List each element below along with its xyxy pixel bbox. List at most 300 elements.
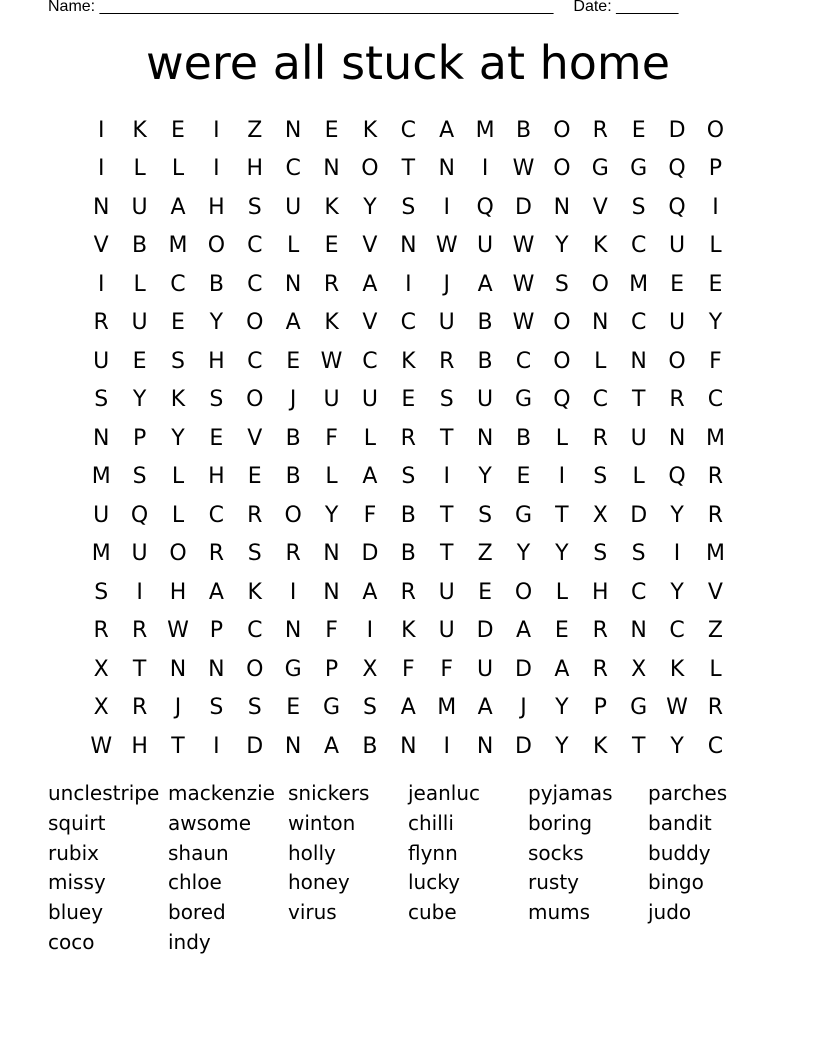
- word-list-item: shaun: [168, 840, 229, 865]
- grid-letter: O: [246, 656, 264, 682]
- grid-letter: I: [97, 117, 105, 143]
- grid-letter: H: [246, 156, 264, 182]
- grid-letter: U: [477, 233, 494, 259]
- grid-letter: H: [208, 348, 225, 374]
- grid-letter: R: [669, 387, 685, 413]
- grid-letter: E: [554, 618, 569, 644]
- grid-letter: C: [630, 310, 647, 336]
- grid-letter: S: [362, 695, 377, 721]
- grid-letter: J: [289, 387, 297, 413]
- grid-letter: E: [247, 464, 262, 490]
- word-list-item: cube: [408, 900, 457, 925]
- grid-letter: O: [706, 117, 725, 143]
- grid-letter: N: [438, 156, 455, 182]
- grid-letter: P: [324, 656, 339, 682]
- grid-letter: U: [131, 310, 148, 336]
- grid-letter: N: [323, 156, 340, 182]
- grid-letter: W: [512, 310, 535, 336]
- grid-letter: C: [707, 387, 724, 413]
- grid-letter: K: [324, 194, 339, 220]
- grid-letter: C: [400, 310, 416, 336]
- grid-letter: U: [131, 194, 148, 220]
- grid-letter: O: [553, 348, 571, 374]
- grid-letter: I: [405, 271, 412, 297]
- grid-letter: O: [284, 502, 302, 528]
- grid-letter: L: [632, 464, 645, 490]
- grid-letter: S: [247, 695, 262, 721]
- grid-letter: G: [323, 695, 341, 721]
- word-list-item: awsome: [168, 810, 252, 835]
- grid-letter: C: [285, 156, 301, 182]
- grid-letter: Y: [555, 695, 569, 721]
- grid-letter: E: [132, 348, 147, 374]
- grid-letter: N: [323, 579, 340, 605]
- grid-letter: T: [439, 425, 454, 451]
- grid-letter: D: [630, 502, 648, 528]
- grid-letter: N: [553, 194, 571, 220]
- grid-letter: E: [670, 271, 684, 297]
- grid-letter: Q: [668, 156, 686, 182]
- grid-letter: K: [324, 310, 339, 336]
- grid-letter: D: [515, 194, 532, 220]
- word-list-item: bluey: [48, 900, 104, 925]
- grid-letter: E: [401, 387, 416, 413]
- grid-letter: R: [131, 695, 148, 721]
- grid-letter: V: [707, 579, 723, 605]
- grid-letter: O: [553, 156, 571, 182]
- word-list-item: pyjamas: [528, 781, 613, 805]
- grid-letter: U: [438, 310, 455, 336]
- grid-letter: K: [593, 733, 608, 759]
- grid-letter: A: [362, 464, 378, 490]
- word-list-item: winton: [288, 810, 356, 835]
- grid-letter: T: [631, 733, 646, 759]
- grid-letter: K: [170, 387, 186, 413]
- grid-letter: W: [90, 733, 113, 759]
- grid-letter: F: [363, 502, 377, 528]
- grid-letter: W: [167, 618, 189, 644]
- grid-letter: D: [476, 618, 494, 644]
- grid-letter: F: [325, 618, 338, 644]
- grid-letter: L: [709, 656, 722, 682]
- grid-letter: A: [439, 117, 455, 143]
- grid-letter: E: [708, 271, 723, 297]
- word-list-item: bingo: [648, 870, 704, 895]
- grid-letter: W: [512, 156, 535, 182]
- grid-letter: S: [554, 271, 569, 297]
- grid-letter: A: [554, 656, 570, 682]
- grid-letter: Y: [324, 502, 339, 528]
- grid-letter: V: [247, 425, 263, 451]
- grid-letter: C: [515, 348, 532, 374]
- grid-letter: N: [284, 733, 302, 759]
- word-list-item: unclestripe: [48, 781, 160, 805]
- grid-letter: L: [555, 579, 569, 605]
- grid-letter: D: [246, 733, 264, 759]
- grid-letter: Z: [477, 541, 493, 567]
- grid-letter: O: [169, 541, 187, 567]
- grid-letter: B: [515, 425, 532, 451]
- grid-letter: N: [284, 271, 302, 297]
- name-field-label: Name: ___________________________________________________: [48, 0, 554, 15]
- grid-letter: J: [174, 695, 182, 721]
- word-list-item: squirt: [48, 810, 106, 835]
- grid-letter: C: [247, 618, 263, 644]
- word-list-item: snickers: [288, 781, 370, 805]
- grid-letter: A: [477, 695, 493, 721]
- grid-letter: T: [439, 502, 454, 528]
- grid-letter: B: [477, 348, 493, 374]
- word-list-item: buddy: [648, 840, 711, 865]
- grid-letter: Y: [171, 425, 185, 451]
- grid-letter: V: [93, 233, 109, 259]
- grid-letter: K: [401, 348, 416, 374]
- grid-letter: C: [247, 233, 263, 259]
- grid-letter: E: [171, 310, 185, 336]
- grid-letter: I: [136, 579, 143, 605]
- worksheet-header: [48, 0, 678, 16]
- grid-letter: A: [400, 695, 416, 721]
- grid-letter: F: [325, 425, 338, 451]
- grid-letter: V: [362, 233, 378, 259]
- grid-letter: U: [93, 502, 110, 528]
- grid-letter: I: [443, 464, 450, 490]
- grid-letter: W: [512, 233, 535, 259]
- grid-letter: E: [171, 117, 185, 143]
- grid-letter: C: [630, 233, 647, 259]
- grid-letter: R: [707, 464, 724, 490]
- grid-letter: I: [366, 618, 374, 644]
- grid-letter: X: [592, 502, 608, 528]
- grid-letter: B: [400, 502, 416, 528]
- grid-letter: S: [631, 541, 646, 567]
- grid-letter: C: [707, 733, 724, 759]
- grid-letter: X: [362, 656, 378, 682]
- grid-letter: A: [285, 310, 301, 336]
- grid-letter: C: [592, 387, 608, 413]
- grid-letter: H: [131, 733, 148, 759]
- grid-letter: C: [669, 618, 685, 644]
- grid-letter: W: [666, 695, 688, 721]
- grid-letter: O: [246, 310, 264, 336]
- grid-letter: A: [515, 618, 532, 644]
- word-list-item: socks: [528, 840, 584, 865]
- grid-letter: P: [132, 425, 147, 451]
- grid-letter: N: [169, 656, 187, 682]
- grid-letter: C: [247, 271, 263, 297]
- grid-letter: Q: [553, 387, 571, 413]
- grid-letter: N: [92, 194, 110, 220]
- grid-letter: E: [516, 464, 531, 490]
- word-list-item: mackenzie: [168, 781, 275, 805]
- grid-letter: K: [132, 117, 147, 143]
- grid-letter: Y: [132, 387, 147, 413]
- grid-letter: B: [208, 271, 224, 297]
- grid-letter: R: [208, 541, 225, 567]
- grid-letter: U: [438, 579, 455, 605]
- grid-letter: D: [515, 656, 532, 682]
- grid-letter: P: [593, 695, 607, 721]
- grid-letter: N: [668, 425, 686, 451]
- grid-letter: G: [591, 156, 609, 182]
- grid-letter: J: [443, 271, 450, 297]
- grid-letter: B: [132, 233, 148, 259]
- grid-letter: I: [213, 733, 220, 759]
- grid-letter: Y: [363, 194, 377, 220]
- grid-letter: L: [171, 464, 185, 490]
- grid-letter: F: [440, 656, 454, 682]
- grid-letter: Y: [555, 233, 569, 259]
- grid-letter: E: [324, 117, 339, 143]
- grid-letter: C: [170, 271, 186, 297]
- grid-letter: I: [481, 156, 489, 182]
- grid-letter: N: [284, 618, 302, 644]
- grid-letter: F: [401, 656, 415, 682]
- grid-letter: R: [400, 579, 416, 605]
- grid-letter: R: [592, 425, 608, 451]
- grid-letter: Y: [670, 502, 684, 528]
- grid-letter: W: [435, 233, 458, 259]
- grid-letter: S: [247, 194, 262, 220]
- grid-letter: R: [131, 618, 148, 644]
- grid-letter: F: [709, 348, 722, 374]
- grid-letter: Y: [209, 310, 224, 336]
- grid-letter: O: [361, 156, 379, 182]
- grid-letter: L: [363, 425, 377, 451]
- word-list-item: missy: [48, 870, 106, 895]
- grid-letter: R: [707, 695, 724, 721]
- grid-letter: Y: [555, 541, 569, 567]
- grid-letter: M: [91, 464, 111, 490]
- grid-letter: A: [362, 579, 378, 605]
- word-list-item: rusty: [528, 870, 579, 895]
- grid-letter: I: [289, 579, 297, 605]
- grid-letter: M: [629, 271, 649, 297]
- grid-letter: X: [93, 656, 109, 682]
- grid-letter: T: [171, 733, 185, 759]
- grid-letter: L: [325, 464, 338, 490]
- grid-letter: R: [323, 271, 340, 297]
- word-list-item: jeanluc: [408, 781, 481, 805]
- date-field-label: Date: _______: [573, 0, 679, 15]
- word-list-item: bored: [168, 900, 226, 925]
- grid-letter: S: [247, 541, 262, 567]
- grid-letter: A: [170, 194, 186, 220]
- grid-letter: S: [401, 194, 416, 220]
- grid-letter: T: [401, 156, 416, 182]
- grid-letter: Y: [478, 464, 492, 490]
- grid-letter: K: [247, 579, 262, 605]
- grid-letter: P: [209, 618, 223, 644]
- grid-letter: T: [631, 387, 646, 413]
- grid-letter: H: [208, 194, 225, 220]
- grid-letter: I: [97, 156, 105, 182]
- grid-letter: R: [247, 502, 263, 528]
- grid-letter: R: [93, 618, 109, 644]
- grid-letter: C: [247, 348, 263, 374]
- grid-letter: M: [168, 233, 188, 259]
- grid-letter: C: [208, 502, 225, 528]
- grid-letter: H: [592, 579, 609, 605]
- grid-letter: S: [439, 387, 454, 413]
- grid-letter: X: [631, 656, 647, 682]
- grid-letter: V: [592, 194, 608, 220]
- grid-letter: S: [478, 502, 493, 528]
- grid-letter: D: [668, 117, 686, 143]
- grid-letter: K: [669, 656, 685, 682]
- grid-letter: Y: [708, 310, 723, 336]
- grid-letter: T: [132, 656, 147, 682]
- grid-letter: O: [553, 117, 571, 143]
- grid-letter: G: [284, 656, 302, 682]
- grid-letter: H: [208, 464, 225, 490]
- grid-letter: T: [439, 541, 454, 567]
- grid-letter: E: [631, 117, 646, 143]
- grid-letter: E: [478, 579, 493, 605]
- grid-letter: U: [93, 348, 110, 374]
- grid-letter: R: [439, 348, 455, 374]
- grid-letter: E: [286, 695, 301, 721]
- grid-letter: Z: [247, 117, 263, 143]
- grid-letter: S: [209, 695, 224, 721]
- grid-letter: N: [92, 425, 110, 451]
- grid-letter: Q: [130, 502, 149, 528]
- grid-letter: W: [512, 271, 535, 297]
- grid-letter: H: [169, 579, 187, 605]
- grid-letter: I: [97, 271, 105, 297]
- grid-letter: E: [286, 348, 301, 374]
- word-list: [48, 779, 768, 958]
- grid-letter: I: [558, 464, 566, 490]
- grid-letter: Z: [707, 618, 723, 644]
- grid-letter: B: [285, 464, 301, 490]
- grid-letter: O: [207, 233, 226, 259]
- word-list-item: honey: [288, 870, 350, 895]
- grid-letter: R: [592, 618, 608, 644]
- grid-letter: N: [284, 117, 302, 143]
- word-list-item: coco: [48, 929, 95, 954]
- grid-letter: R: [707, 502, 724, 528]
- grid-letter: L: [287, 233, 300, 259]
- word-list-item: chilli: [408, 810, 454, 835]
- grid-letter: S: [132, 464, 147, 490]
- grid-letter: U: [438, 618, 455, 644]
- grid-letter: N: [400, 733, 417, 759]
- word-list-item: rubix: [48, 840, 99, 865]
- grid-letter: Y: [670, 733, 684, 759]
- grid-letter: N: [400, 233, 417, 259]
- grid-letter: E: [324, 233, 339, 259]
- grid-letter: U: [630, 425, 647, 451]
- grid-letter: C: [362, 348, 378, 374]
- grid-letter: U: [477, 656, 494, 682]
- grid-letter: S: [593, 541, 608, 567]
- grid-letter: R: [592, 117, 608, 143]
- grid-letter: M: [91, 541, 111, 567]
- grid-letter: D: [361, 541, 379, 567]
- grid-letter: M: [705, 425, 725, 451]
- grid-letter: A: [324, 733, 340, 759]
- grid-letter: W: [320, 348, 343, 374]
- grid-letter: S: [94, 387, 109, 413]
- grid-letter: B: [362, 733, 378, 759]
- grid-letter: S: [209, 387, 224, 413]
- grid-letter: C: [400, 117, 416, 143]
- grid-letter: U: [669, 310, 686, 336]
- grid-letter: E: [209, 425, 224, 451]
- grid-letter: B: [477, 310, 493, 336]
- grid-letter: N: [630, 618, 647, 644]
- grid-letter: L: [133, 156, 146, 182]
- grid-letter: R: [592, 656, 608, 682]
- word-list-item: lucky: [408, 870, 460, 895]
- grid-letter: O: [668, 348, 686, 374]
- grid-letter: G: [514, 502, 533, 528]
- grid-letter: I: [213, 156, 220, 182]
- word-list-item: indy: [168, 929, 211, 954]
- grid-letter: S: [631, 194, 646, 220]
- grid-letter: O: [514, 579, 533, 605]
- puzzle-title: were all stuck at home: [145, 36, 671, 90]
- grid-letter: Y: [670, 579, 684, 605]
- word-list-item: judo: [648, 900, 692, 925]
- grid-letter: I: [712, 194, 719, 220]
- grid-letter: R: [93, 310, 109, 336]
- grid-letter: N: [208, 656, 225, 682]
- word-list-item: holly: [288, 840, 336, 865]
- grid-letter: Q: [668, 464, 686, 490]
- grid-letter: C: [630, 579, 647, 605]
- grid-letter: I: [443, 194, 450, 220]
- grid-letter: L: [594, 348, 607, 374]
- grid-letter: Y: [516, 541, 531, 567]
- grid-letter: L: [171, 156, 185, 182]
- grid-letter: K: [362, 117, 378, 143]
- grid-letter: G: [514, 387, 533, 413]
- grid-letter: L: [709, 233, 722, 259]
- grid-letter: J: [520, 695, 527, 721]
- word-list-item: parches: [648, 781, 728, 805]
- grid-letter: M: [475, 117, 495, 143]
- grid-letter: N: [323, 541, 340, 567]
- word-list-item: mums: [528, 900, 591, 925]
- grid-letter: I: [673, 541, 681, 567]
- grid-letter: R: [285, 541, 301, 567]
- grid-letter: M: [437, 695, 457, 721]
- grid-letter: I: [213, 117, 220, 143]
- grid-letter: U: [285, 194, 302, 220]
- grid-letter: U: [669, 233, 686, 259]
- grid-letter: N: [476, 733, 494, 759]
- word-list-item: chloe: [168, 870, 222, 895]
- grid-letter: Y: [555, 733, 569, 759]
- word-list-item: virus: [288, 900, 337, 925]
- grid-letter: O: [246, 387, 264, 413]
- grid-letter: I: [443, 733, 450, 759]
- grid-letter: N: [476, 425, 494, 451]
- grid-letter: Q: [668, 194, 686, 220]
- grid-letter: S: [94, 579, 109, 605]
- grid-letter: D: [515, 733, 532, 759]
- grid-letter: X: [93, 695, 109, 721]
- grid-letter: P: [708, 156, 723, 182]
- grid-letter: S: [593, 464, 608, 490]
- grid-letter: N: [630, 348, 647, 374]
- grid-letter: B: [285, 425, 301, 451]
- grid-letter: A: [208, 579, 224, 605]
- word-list-item: bandit: [648, 810, 712, 835]
- grid-letter: G: [630, 695, 648, 721]
